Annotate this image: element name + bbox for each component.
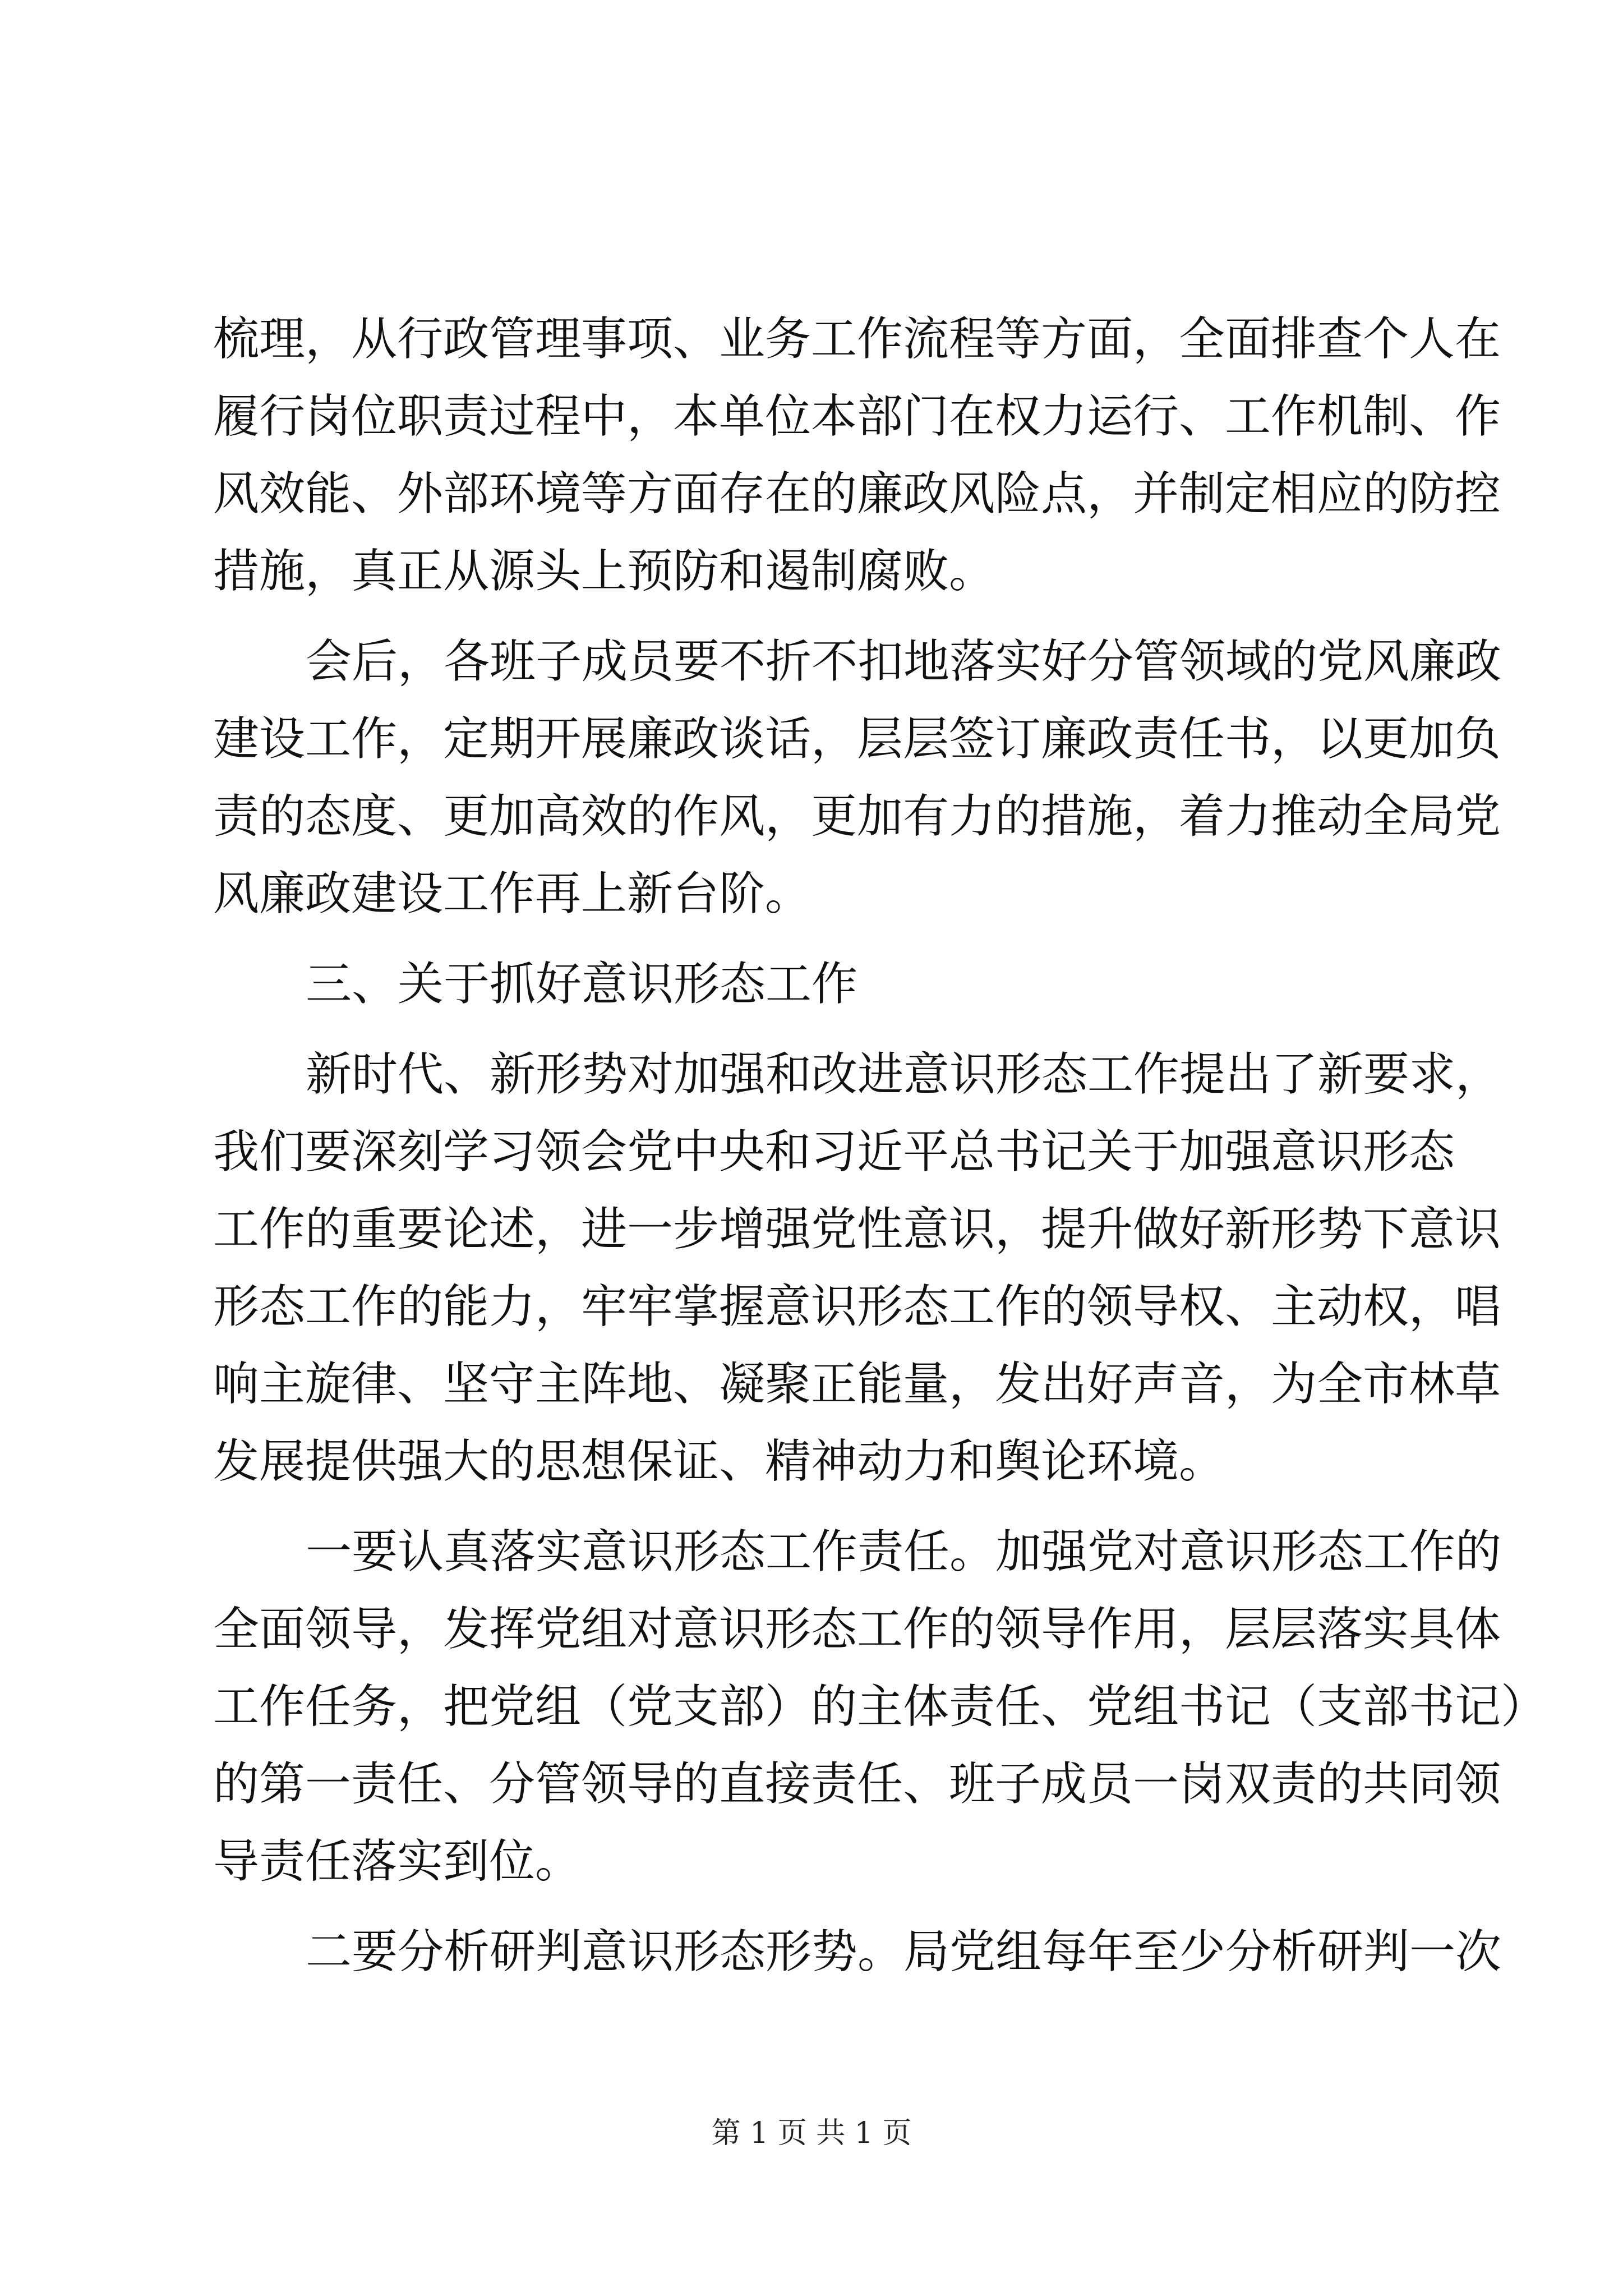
text-line: 风效能、外部环境等方面存在的廉政风险点，并制定相应的防控	[213, 467, 1501, 521]
text-line: 二要分析研判意识形态形势。局党组每年至少分析研判一次	[306, 1925, 1502, 1978]
text-line: 措施，真正从源头上预防和遏制腐败。	[213, 545, 995, 598]
text-line: 我们要深刻学习领会党中央和习近平总书记关于加强意识形态	[213, 1125, 1455, 1179]
text-line: 责的态度、更加高效的作风，更加有力的措施，着力推动全局党	[213, 790, 1501, 843]
text-line: 履行岗位职责过程中，本单位本部门在权力运行、工作机制、作	[213, 390, 1501, 443]
text-line: 梳理，从行政管理事项、业务工作流程等方面，全面排查个人在	[213, 312, 1501, 366]
text-line: 导责任落实到位。	[213, 1835, 582, 1888]
text-line: 发展提供强大的思想保证、精神动力和舆论环境。	[213, 1435, 1225, 1488]
text-line: 建设工作，定期开展廉政谈话，层层签订廉政责任书，以更加负	[213, 712, 1501, 766]
text-line: 全面领导，发挥党组对意识形态工作的领导作用，层层落实具体	[213, 1603, 1501, 1656]
text-line: 风廉政建设工作再上新台阶。	[213, 867, 811, 921]
text-line: 工作的重要论述，进一步增强党性意识，提升做好新形势下意识	[213, 1203, 1501, 1256]
section-heading: 三、关于抓好意识形态工作	[306, 958, 858, 1011]
text-line: 响主旋律、坚守主阵地、凝聚正能量，发出好声音，为全市林草	[213, 1358, 1501, 1411]
text-line: 的第一责任、分管领导的直接责任、班子成员一岗双责的共同领	[213, 1757, 1501, 1811]
text-line: 一要认真落实意识形态工作责任。加强党对意识形态工作的	[306, 1525, 1502, 1579]
text-line: 工作任务，把党组（党支部）的主体责任、党组书记（支部书记）	[213, 1680, 1547, 1733]
page-footer: 第 1 页 共 1 页	[711, 2116, 912, 2150]
text-line: 会后，各班子成员要不折不扣地落实好分管领域的党风廉政	[306, 635, 1502, 688]
text-line: 新时代、新形势对加强和改进意识形态工作提出了新要求，	[306, 1048, 1502, 1101]
text-line: 形态工作的能力，牢牢掌握意识形态工作的领导权、主动权，唱	[213, 1280, 1501, 1333]
